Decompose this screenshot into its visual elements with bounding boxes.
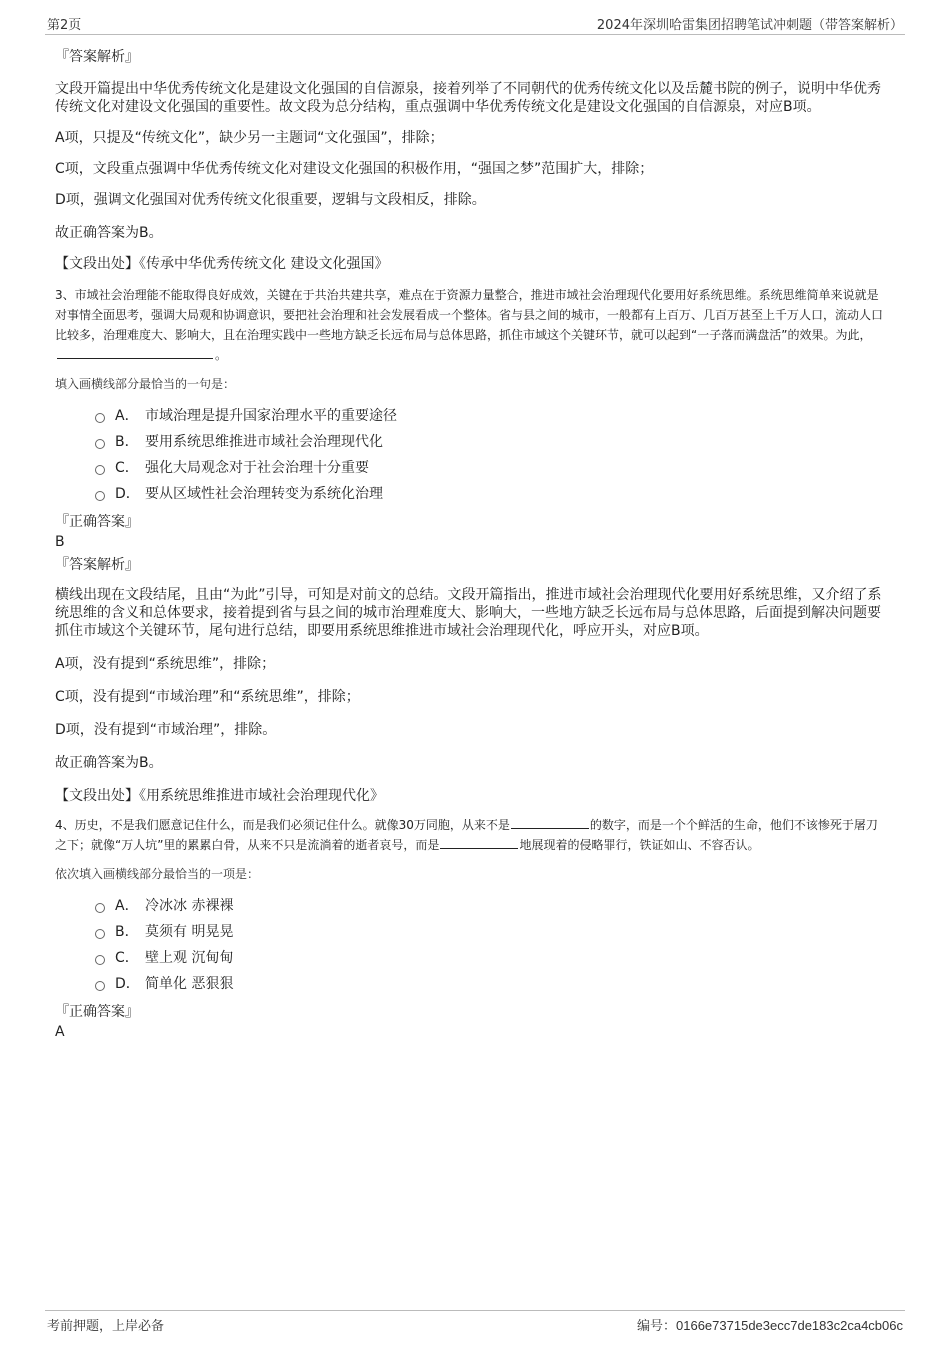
page-content [55, 46, 888, 1041]
q4-text-1: 4、历史，不是我们愿意记住什么，而是我们必须记住什么。就像30万同胞，从来不是 [55, 818, 510, 832]
q4-text-2: 的数字，而是一个个鲜活的生命，他们不该惨死于屠刀之下；就像“万人坑”里的累累白骨，从来不只是流淌着的逝者哀号，而是 [55, 818, 878, 852]
q3-text-before: 3、市域社会治理能不能取得良好成效，关键在于共治共建共享，难点在于资源力量整合，推进市域社会治理现代化要用好系统思维。系统思维简单来说就是对事情全面思考，强调大局观和协调意识，要把社会治理和社会发展看成一个整体。省与县之间的城市，一般都有上百万、几百万甚至上千万人口，流动人口比较多，治理难度大、影响大，且在治理实践中一些地方缺乏长远布局与总体思路，抓住市域这个关键环节，就可以起到“一子落而满盘活”的效果。为此， [55, 288, 884, 342]
radio-icon[interactable] [95, 981, 105, 991]
q3-options [55, 403, 888, 507]
radio-icon[interactable] [95, 903, 105, 913]
q4-text-3: 地展现着的侵略罪行，铁证如山、不容否认。 [519, 838, 760, 852]
radio-icon[interactable] [95, 413, 105, 423]
footer-code: 0166e73715de3ecc7de183c2ca4cb06c [676, 1318, 903, 1333]
q2-analysis-text: 文段开篇提出中华优秀传统文化是建设文化强国的自信源泉，接着列举了不同朝代的优秀传统文化以及岳麓书院的例子，说明中华优秀传统文化对建设文化强国的重要性。故文段为总分结构，重点强调中华优秀传统文化是建设文化强国的自信源泉，对应B项。 [55, 81, 881, 115]
document-title: 2024年深圳哈雷集团招聘笔试冲刺题（带答案解析） [596, 18, 903, 33]
q4-blank-1 [511, 816, 589, 829]
q3-analysis-text: 横线出现在文段结尾，且由“为此”引导，可知是对前文的总结。文段开篇指出，推进市域社会治理现代化要用好系统思维，又介绍了系统思维的含义和总体要求，接着提到省与县之间的城市治理难度大、影响大，一些地方缺乏长远布局与总体思路，后面提到解决问题要抓住市域这个关键环节，尾句进行总结，即要用系统思维推进市域社会治理现代化，呼应开头，对应B项。 [55, 587, 882, 639]
q3-answer: B [55, 534, 65, 550]
q3-option-a-note: A项，没有提到“系统思维”，排除； [55, 656, 276, 672]
radio-icon[interactable] [95, 929, 105, 939]
q3-source: 【文段出处】《用系统思维推进市域社会治理现代化》 [55, 788, 384, 804]
q4-options [55, 893, 888, 997]
q3-option-b[interactable]: B． 要用系统思维推进市域社会治理现代化 [95, 429, 888, 455]
page-footer [45, 1310, 905, 1335]
q4-blank-2 [440, 836, 518, 849]
q3-prompt: 填入画横线部分最恰当的一句是： [55, 377, 236, 391]
q4-answer: A [55, 1024, 65, 1040]
q2-option-a-note: A项，只提及“传统文化”，缺少另一主题词“文化强国”，排除； [55, 130, 444, 146]
q4-prompt: 依次填入画横线部分最恰当的一项是： [55, 867, 260, 881]
page-number: 第2页 [47, 18, 82, 33]
radio-icon[interactable] [95, 955, 105, 965]
q3-blank [57, 346, 213, 359]
q2-option-d-note: D项，强调文化强国对优秀传统文化很重要，逻辑与文段相反，排除。 [55, 192, 486, 208]
q4-option-c[interactable]: C． 壁上观 沉甸甸 [95, 945, 888, 971]
radio-icon[interactable] [95, 465, 105, 475]
q3-conclusion: 故正确答案为B。 [55, 755, 163, 771]
footer-slogan: 考前押题，上岸必备 [47, 1319, 165, 1334]
radio-icon[interactable] [95, 439, 105, 449]
q4-answer-label: 『正确答案』 [55, 1004, 139, 1020]
footer-code-label: 编号： [637, 1319, 677, 1334]
radio-icon[interactable] [95, 491, 105, 501]
q2-option-c-note: C项，文段重点强调中华优秀传统文化对建设文化强国的积极作用，“强国之梦”范围扩大，排除； [55, 161, 654, 177]
q3-option-c[interactable]: C． 强化大局观念对于社会治理十分重要 [95, 455, 888, 481]
q3-answer-label: 『正确答案』 [55, 514, 139, 530]
q2-conclusion: 故正确答案为B。 [55, 225, 163, 241]
q3-question-text [55, 285, 888, 365]
q3-text-after: 。 [215, 348, 228, 362]
page-header [45, 14, 905, 35]
q3-option-c-note: C项，没有提到“市域治理”和“系统思维”，排除； [55, 689, 360, 705]
q4-option-d[interactable]: D． 简单化 恶狠狠 [95, 971, 888, 997]
q2-analysis-label: 『答案解析』 [55, 49, 139, 65]
q3-option-d-note: D项，没有提到“市域治理”，排除。 [55, 722, 277, 738]
q4-option-b[interactable]: B． 莫须有 明晃晃 [95, 919, 888, 945]
q3-analysis-label: 『答案解析』 [55, 557, 139, 573]
q4-question-text [55, 815, 888, 855]
q3-option-d[interactable]: D． 要从区域性社会治理转变为系统化治理 [95, 481, 888, 507]
q4-option-a[interactable]: A． 冷冰冰 赤裸裸 [95, 893, 888, 919]
q2-source: 【文段出处】《传承中华优秀传统文化 建设文化强国》 [55, 256, 389, 272]
q3-option-a[interactable]: A． 市域治理是提升国家治理水平的重要途径 [95, 403, 888, 429]
footer-code-block [637, 1315, 903, 1334]
